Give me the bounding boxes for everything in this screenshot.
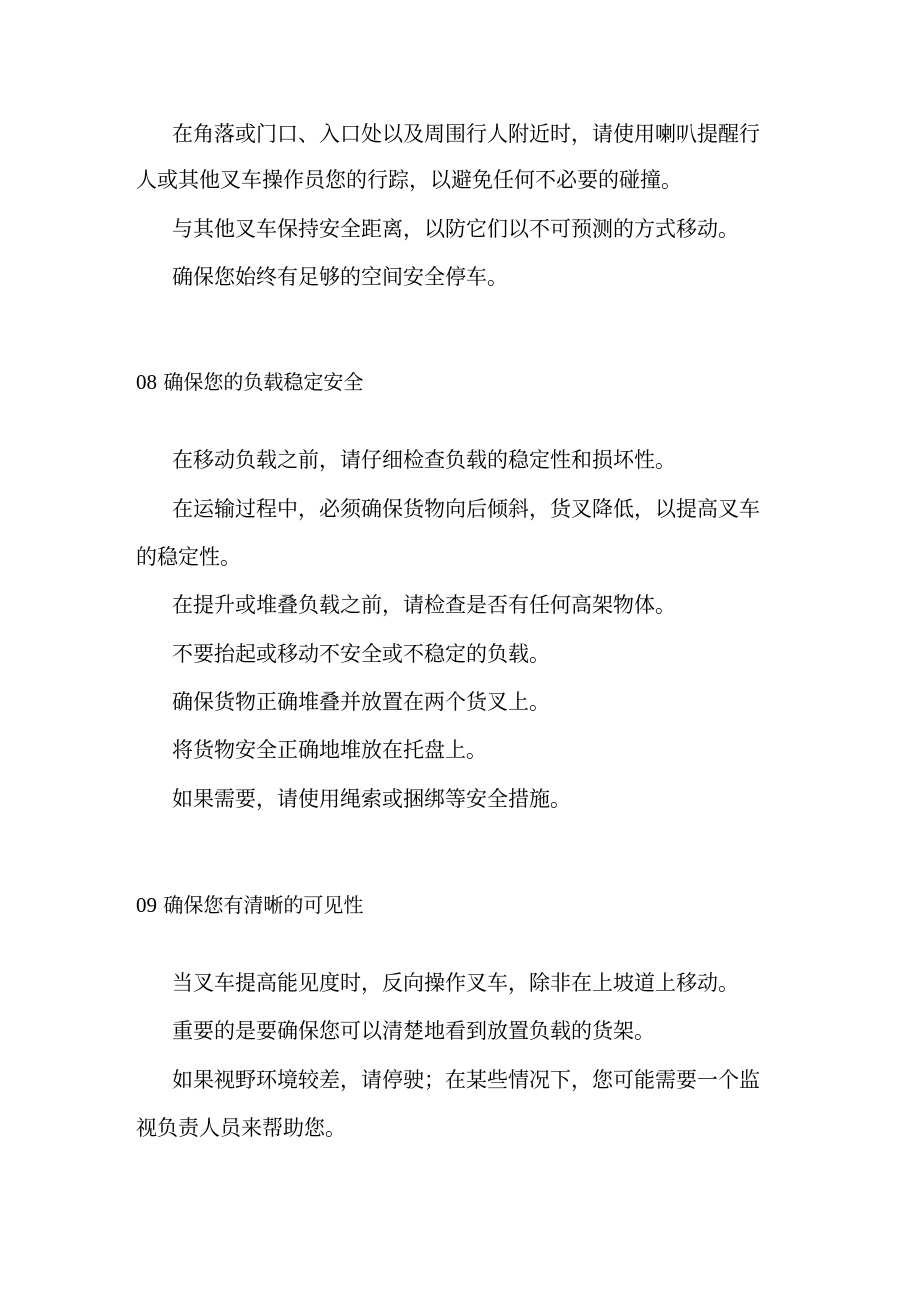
paragraph-line: 在移动负载之前，请仔细检查负载的稳定性和损坏性。: [172, 448, 676, 472]
paragraph-line: 视负责人员来帮助您。: [136, 1116, 346, 1140]
paragraph-line: 人或其他叉车操作员您的行踪，以避免任何不必要的碰撞。: [136, 168, 682, 192]
section-heading-08: [136, 369, 363, 395]
paragraph-line: 重要的是要确保您可以清楚地看到放置负载的货架。: [172, 1019, 655, 1043]
paragraph-line: 的稳定性。: [136, 545, 241, 569]
paragraph-line: 将货物安全正确地堆放在托盘上。: [172, 738, 487, 762]
paragraph-line: 在运输过程中，必须确保货物向后倾斜，货叉降低，以提高叉车: [172, 497, 760, 521]
section-title: 确保您的负载稳定安全: [163, 370, 364, 394]
paragraph-line: 在角落或门口、入口处以及周围行人附近时，请使用喇叭提醒行: [172, 122, 760, 146]
paragraph-line: 不要抬起或移动不安全或不稳定的负载。: [172, 642, 550, 666]
paragraph-line: 确保您始终有足够的空间安全停车。: [172, 265, 508, 289]
section-number: 09: [136, 893, 157, 917]
section-heading-09: [136, 892, 363, 918]
paragraph-line: 确保货物正确堆叠并放置在两个货叉上。: [172, 690, 550, 714]
section-title: 确保您有清晰的可见性: [163, 893, 364, 917]
paragraph-line: 在提升或堆叠负载之前，请检查是否有任何高架物体。: [172, 593, 676, 617]
paragraph-line: 如果视野环境较差，请停驶；在某些情况下，您可能需要一个监: [172, 1068, 760, 1092]
paragraph-line: 如果需要，请使用绳索或捆绑等安全措施。: [172, 787, 571, 811]
section-number: 08: [136, 370, 157, 394]
paragraph-line: 与其他叉车保持安全距离，以防它们以不可预测的方式移动。: [172, 217, 739, 241]
paragraph-line: 当叉车提高能见度时，反向操作叉车，除非在上坡道上移动。: [172, 971, 739, 995]
